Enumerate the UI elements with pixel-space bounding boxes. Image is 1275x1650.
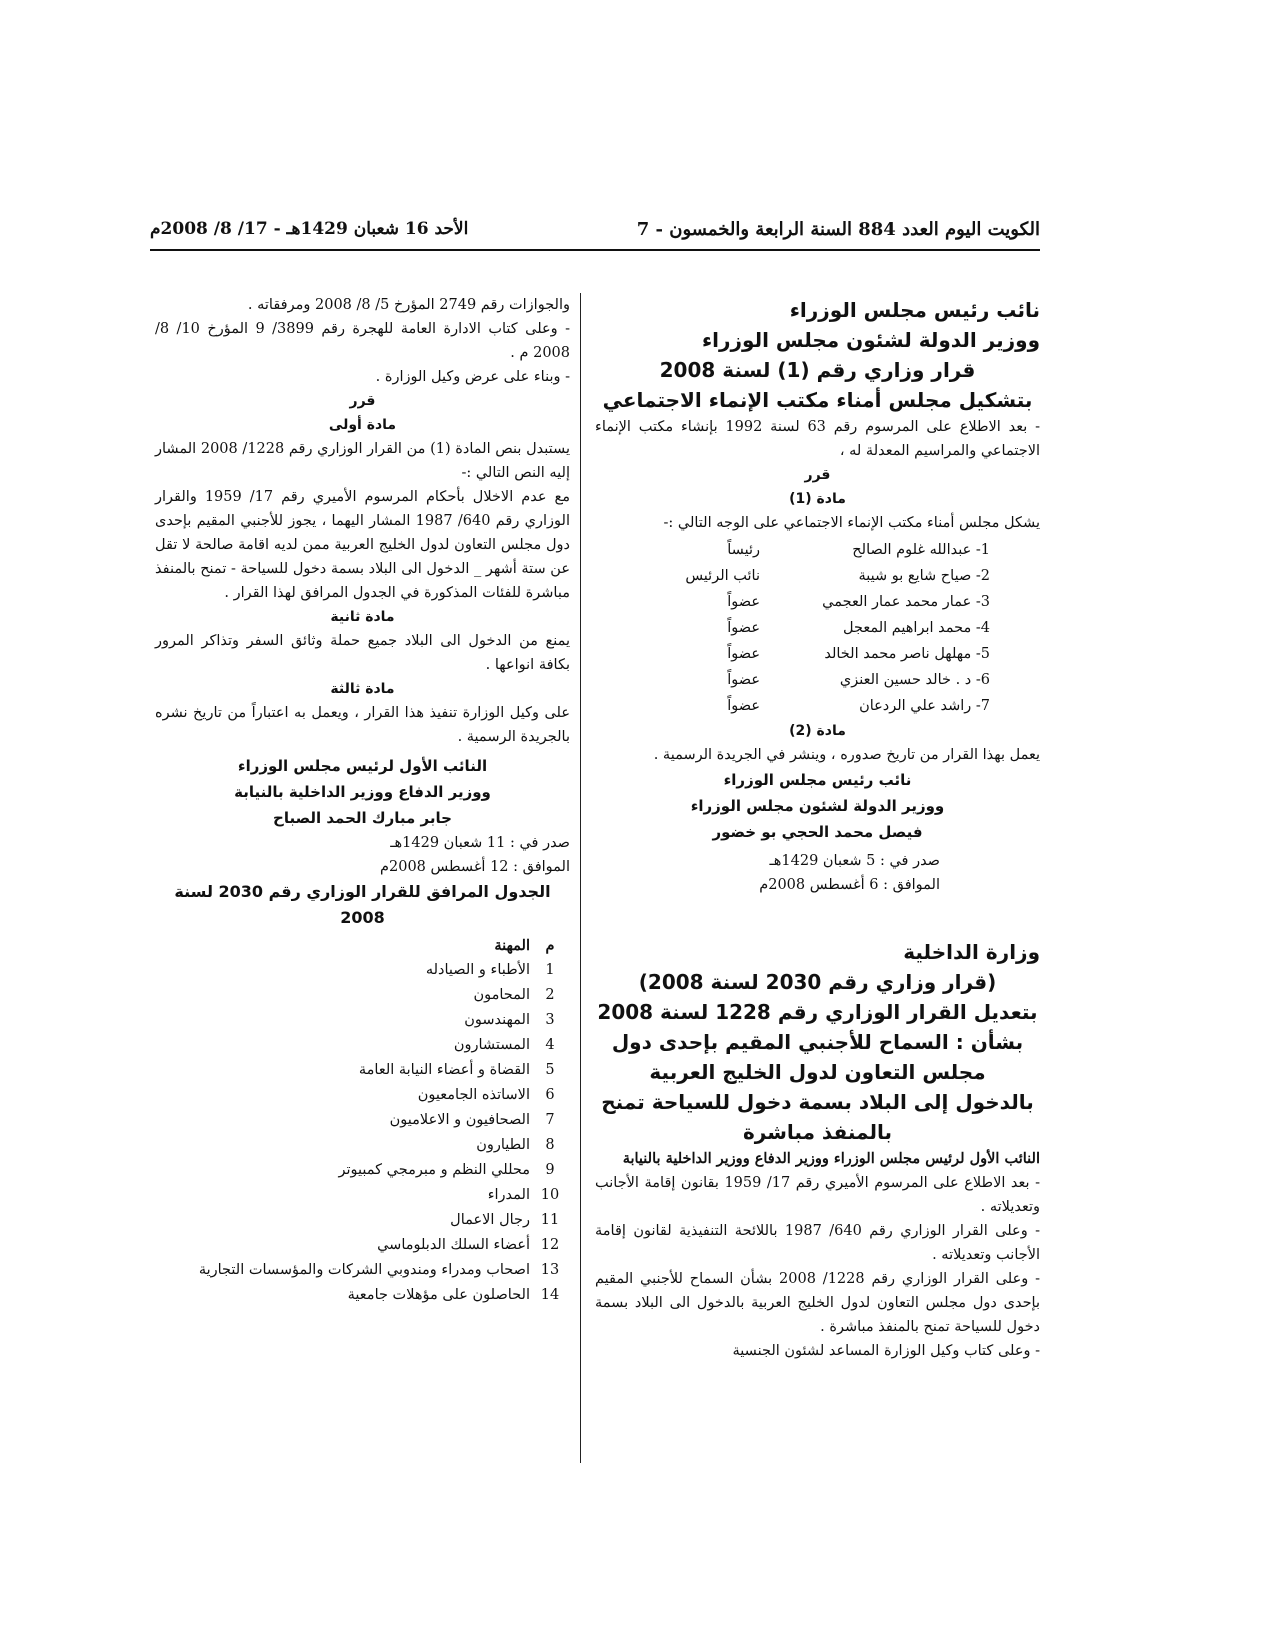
table-row xyxy=(155,1183,570,1208)
column-header-profession: المهنة xyxy=(494,937,530,954)
table-row xyxy=(155,1058,570,1083)
row-number: 6 xyxy=(545,1087,555,1103)
row-profession: الصحافيون و الاعلاميون xyxy=(389,1112,530,1128)
decision2-preamble3: - وعلى القرار الوزاري رقم 1228/ 2008 بشأن السماح للأجنبي المقيم بإحدى دول مجلس التعاون لدول الخليج العربية بالدخول الى البلاد بسمة دخول للسياحة تمنح بالمنفذ مباشرة . xyxy=(595,1271,1041,1335)
table-row xyxy=(155,1083,570,1108)
decision2-preamble6: - وبناء على عرض وكيل الوزارة . xyxy=(375,369,570,385)
table-row xyxy=(155,983,570,1008)
decision2-ministry: وزارة الداخلية xyxy=(903,940,1040,964)
decision2-corresponding-date: الموافق : 12 أغسطس 2008م xyxy=(380,859,570,875)
decision2-preamble4-continued: والجوازات رقم 2749 المؤرخ 5/ 8/ 2008 ومرفقاته . xyxy=(247,297,570,313)
row-profession: الاساتذه الجامعيون xyxy=(417,1087,530,1103)
row-profession: الحاصلون على مؤهلات جامعية xyxy=(347,1287,530,1303)
decision2-subject-line3: مجلس التعاون لدول الخليج العربية xyxy=(649,1060,986,1084)
row-number: 12 xyxy=(540,1237,560,1253)
column-header-number: م xyxy=(545,937,555,954)
member-row xyxy=(595,563,1040,589)
row-number: 3 xyxy=(545,1012,555,1028)
decision1-issuer-line2: ووزير الدولة لشئون مجلس الوزراء xyxy=(701,328,1040,352)
decision1-corresponding-date: الموافق : 6 أغسطس 2008م xyxy=(759,877,940,893)
decision1-article2-title: مادة (2) xyxy=(789,723,846,739)
decision2-article2-text: يمنع من الدخول الى البلاد جميع حملة وثائق السفر وتذاكر المرور بكافة انواعها . xyxy=(155,633,570,673)
decision2-subject-line4: بالدخول إلى البلاد بسمة دخول للسياحة تمنح xyxy=(601,1090,1034,1114)
member-role: عضواً xyxy=(727,620,760,636)
table-row xyxy=(155,958,570,983)
row-profession: الأطباء و الصيادله xyxy=(425,962,530,978)
decision2-signature-name: جابر مبارك الحمد الصباح xyxy=(273,809,452,827)
decision2-subject-line2: بشأن : السماح للأجنبي المقيم بإحدى دول xyxy=(611,1030,1024,1054)
row-profession: محللي النظم و مبرمجي كمبيوتر xyxy=(338,1162,530,1178)
decision2-article1-text: يستبدل بنص المادة (1) من القرار الوزاري رقم 1228/ 2008 المشار إليه النص التالي :- xyxy=(155,441,570,481)
decision1-decided: قرر xyxy=(804,467,831,483)
member-role: عضواً xyxy=(727,646,760,662)
row-profession: اصحاب ومدراء ومندوبي الشركات والمؤسسات التجارية xyxy=(198,1262,530,1278)
decision1-article1-text: يشكل مجلس أمناء مكتب الإنماء الاجتماعي على الوجه التالي :- xyxy=(663,515,1040,531)
row-number: 4 xyxy=(545,1037,555,1053)
row-profession: المدراء xyxy=(487,1187,530,1203)
row-profession: المهندسون xyxy=(464,1012,530,1028)
row-number: 13 xyxy=(540,1262,560,1278)
row-profession: المستشارون xyxy=(453,1037,530,1053)
row-number: 8 xyxy=(545,1137,555,1153)
row-number: 7 xyxy=(545,1112,555,1128)
member-name: 2- صياح شايع بو شيبة xyxy=(858,568,990,584)
member-role: عضواً xyxy=(727,594,760,610)
decision1-issued-date: صدر في : 5 شعبان 1429هـ xyxy=(769,853,940,869)
decision2-issued-date: صدر في : 11 شعبان 1429هـ xyxy=(390,835,570,851)
member-row xyxy=(595,667,1040,693)
decision2-preamble1: - بعد الاطلاع على المرسوم الأميري رقم 17/ 1959 بقانون إقامة الأجانب وتعديلاته . xyxy=(595,1175,1040,1215)
member-row xyxy=(595,693,1040,719)
member-role: عضواً xyxy=(727,672,760,688)
decision1-title: قرار وزاري رقم (1) لسنة 2008 xyxy=(659,358,976,382)
decision1-signature-line2: ووزير الدولة لشئون مجلس الوزراء xyxy=(690,797,945,815)
decision1-signature-line1: نائب رئيس مجلس الوزراء xyxy=(723,771,912,789)
header-date: الأحد 16 شعبان 1429هـ - 17/ 8/ 2008م xyxy=(150,219,469,239)
row-profession: أعضاء السلك الدبلوماسي xyxy=(377,1237,530,1253)
table-row xyxy=(155,1033,570,1058)
table-row xyxy=(155,1258,570,1283)
decision1-subject: بتشكيل مجلس أمناء مكتب الإنماء الاجتماعي xyxy=(602,388,1033,412)
decision2-preamble4: - وعلى كتاب وكيل الوزارة المساعد لشئون الجنسية xyxy=(732,1343,1040,1359)
row-number: 14 xyxy=(540,1287,560,1303)
decision2-preamble5: - وعلى كتاب الادارة العامة للهجرة رقم 3899/ 9 المؤرخ 10/ 8/ 2008 م . xyxy=(155,321,571,361)
member-row xyxy=(595,589,1040,615)
row-profession: رجال الاعمال xyxy=(450,1212,530,1228)
member-role: رئيساً xyxy=(727,542,760,558)
decision2-article3-title: مادة ثالثة xyxy=(330,681,395,697)
table-row xyxy=(155,1108,570,1133)
table-row xyxy=(155,1233,570,1258)
decision2-article1-body: مع عدم الاخلال بأحكام المرسوم الأميري رقم 17/ 1959 والقرار الوزاري رقم 640/ 1987 المشار اليهما ، يجوز للأجنبي المقيم بإحدى دول مجلس التعاون لدول الخليج العربية ممن لديه اقامة صالحة لا تقل عن ستة أشهر _ الدخول الى البلاد بسمة دخول للسياحة - تمنح بالمنفذ مباشرة للفئات المذكورة في الجدول المرافق لهذا القرار . xyxy=(155,489,570,601)
row-profession: القضاة و أعضاء النيابة العامة xyxy=(358,1062,530,1078)
decision2-article3-text: على وكيل الوزارة تنفيذ هذا القرار ، ويعمل به اعتباراً من تاريخ نشره بالجريدة الرسمية . xyxy=(155,705,570,745)
decision2-signature-line2: ووزير الدفاع ووزير الداخلية بالنيابة xyxy=(234,783,491,801)
table-row xyxy=(155,1208,570,1233)
member-role: نائب الرئيس xyxy=(685,568,760,584)
member-row xyxy=(595,537,1040,563)
member-role: عضواً xyxy=(727,698,760,714)
member-name: 4- محمد ابراهيم المعجل xyxy=(842,620,990,636)
row-number: 10 xyxy=(540,1187,560,1203)
row-profession: الطيارون xyxy=(476,1137,530,1153)
decision2-preamble2: - وعلى القرار الوزاري رقم 640/ 1987 باللائحة التنفيذية لقانون إقامة الأجانب وتعديلاته . xyxy=(595,1223,1040,1263)
decision1-signature-name: فيصل محمد الحجي بو خضور xyxy=(712,823,923,841)
row-profession: المحامون xyxy=(473,987,530,1003)
table-row xyxy=(155,1008,570,1033)
member-name: 5- مهلهل ناصر محمد الخالد xyxy=(824,646,990,662)
table-row xyxy=(155,1158,570,1183)
member-name: 6- د . خالد حسين العنزي xyxy=(839,672,990,688)
decision2-signature-line1: النائب الأول لرئيس مجلس الوزراء xyxy=(237,757,488,775)
table-header-row xyxy=(155,933,570,958)
row-number: 11 xyxy=(540,1212,560,1228)
decision2-subject-line1: بتعديل القرار الوزاري رقم 1228 لسنة 2008 xyxy=(597,1000,1038,1024)
decision1-preamble: - بعد الاطلاع على المرسوم رقم 63 لسنة 1992 بإنشاء مكتب الإنماء الاجتماعي والمراسيم المعدلة له ، xyxy=(595,419,1040,459)
decision1-article2-text: يعمل بهذا القرار من تاريخ صدوره ، وينشر في الجريدة الرسمية . xyxy=(653,747,1040,763)
column-divider xyxy=(580,293,581,1463)
professions-table-title: الجدول المرافق للقرار الوزاري رقم 2030 لسنة 2008 xyxy=(174,882,551,927)
decision2-title: (قرار وزاري رقم 2030 لسنة 2008) xyxy=(638,970,997,994)
professions-table xyxy=(155,933,570,1308)
member-row xyxy=(595,641,1040,667)
member-name: 7- راشد علي الردعان xyxy=(859,698,990,714)
row-number: 5 xyxy=(545,1062,555,1078)
decision1-issuer-line1: نائب رئيس مجلس الوزراء xyxy=(789,298,1040,322)
header-issue-info: الكويت اليوم العدد 884 السنة الرابعة والخمسون - 7 xyxy=(636,219,1040,240)
member-name: 3- عمار محمد عمار العجمي xyxy=(822,594,990,610)
decision2-subject-line5: بالمنفذ مباشرة xyxy=(743,1120,892,1144)
member-name: 1- عبدالله غلوم الصالح xyxy=(852,542,990,558)
decision2-article2-title: مادة ثانية xyxy=(330,609,395,625)
decision2-issuer: النائب الأول لرئيس مجلس الوزراء ووزير الدفاع ووزير الداخلية بالنيابة xyxy=(622,1150,1040,1167)
decision1-article1-title: مادة (1) xyxy=(789,491,846,507)
row-number: 1 xyxy=(545,962,555,978)
header-rule xyxy=(150,249,1040,251)
members-list xyxy=(595,537,1040,719)
row-number: 2 xyxy=(545,987,555,1003)
left-column xyxy=(155,293,570,1308)
page-header xyxy=(150,215,1040,249)
member-row xyxy=(595,615,1040,641)
decision2-decided: قرر xyxy=(349,393,376,409)
table-row xyxy=(155,1133,570,1158)
row-number: 9 xyxy=(545,1162,555,1178)
right-column xyxy=(595,295,1040,1363)
decision2-article1-title: مادة أولى xyxy=(328,417,397,433)
table-row xyxy=(155,1283,570,1308)
